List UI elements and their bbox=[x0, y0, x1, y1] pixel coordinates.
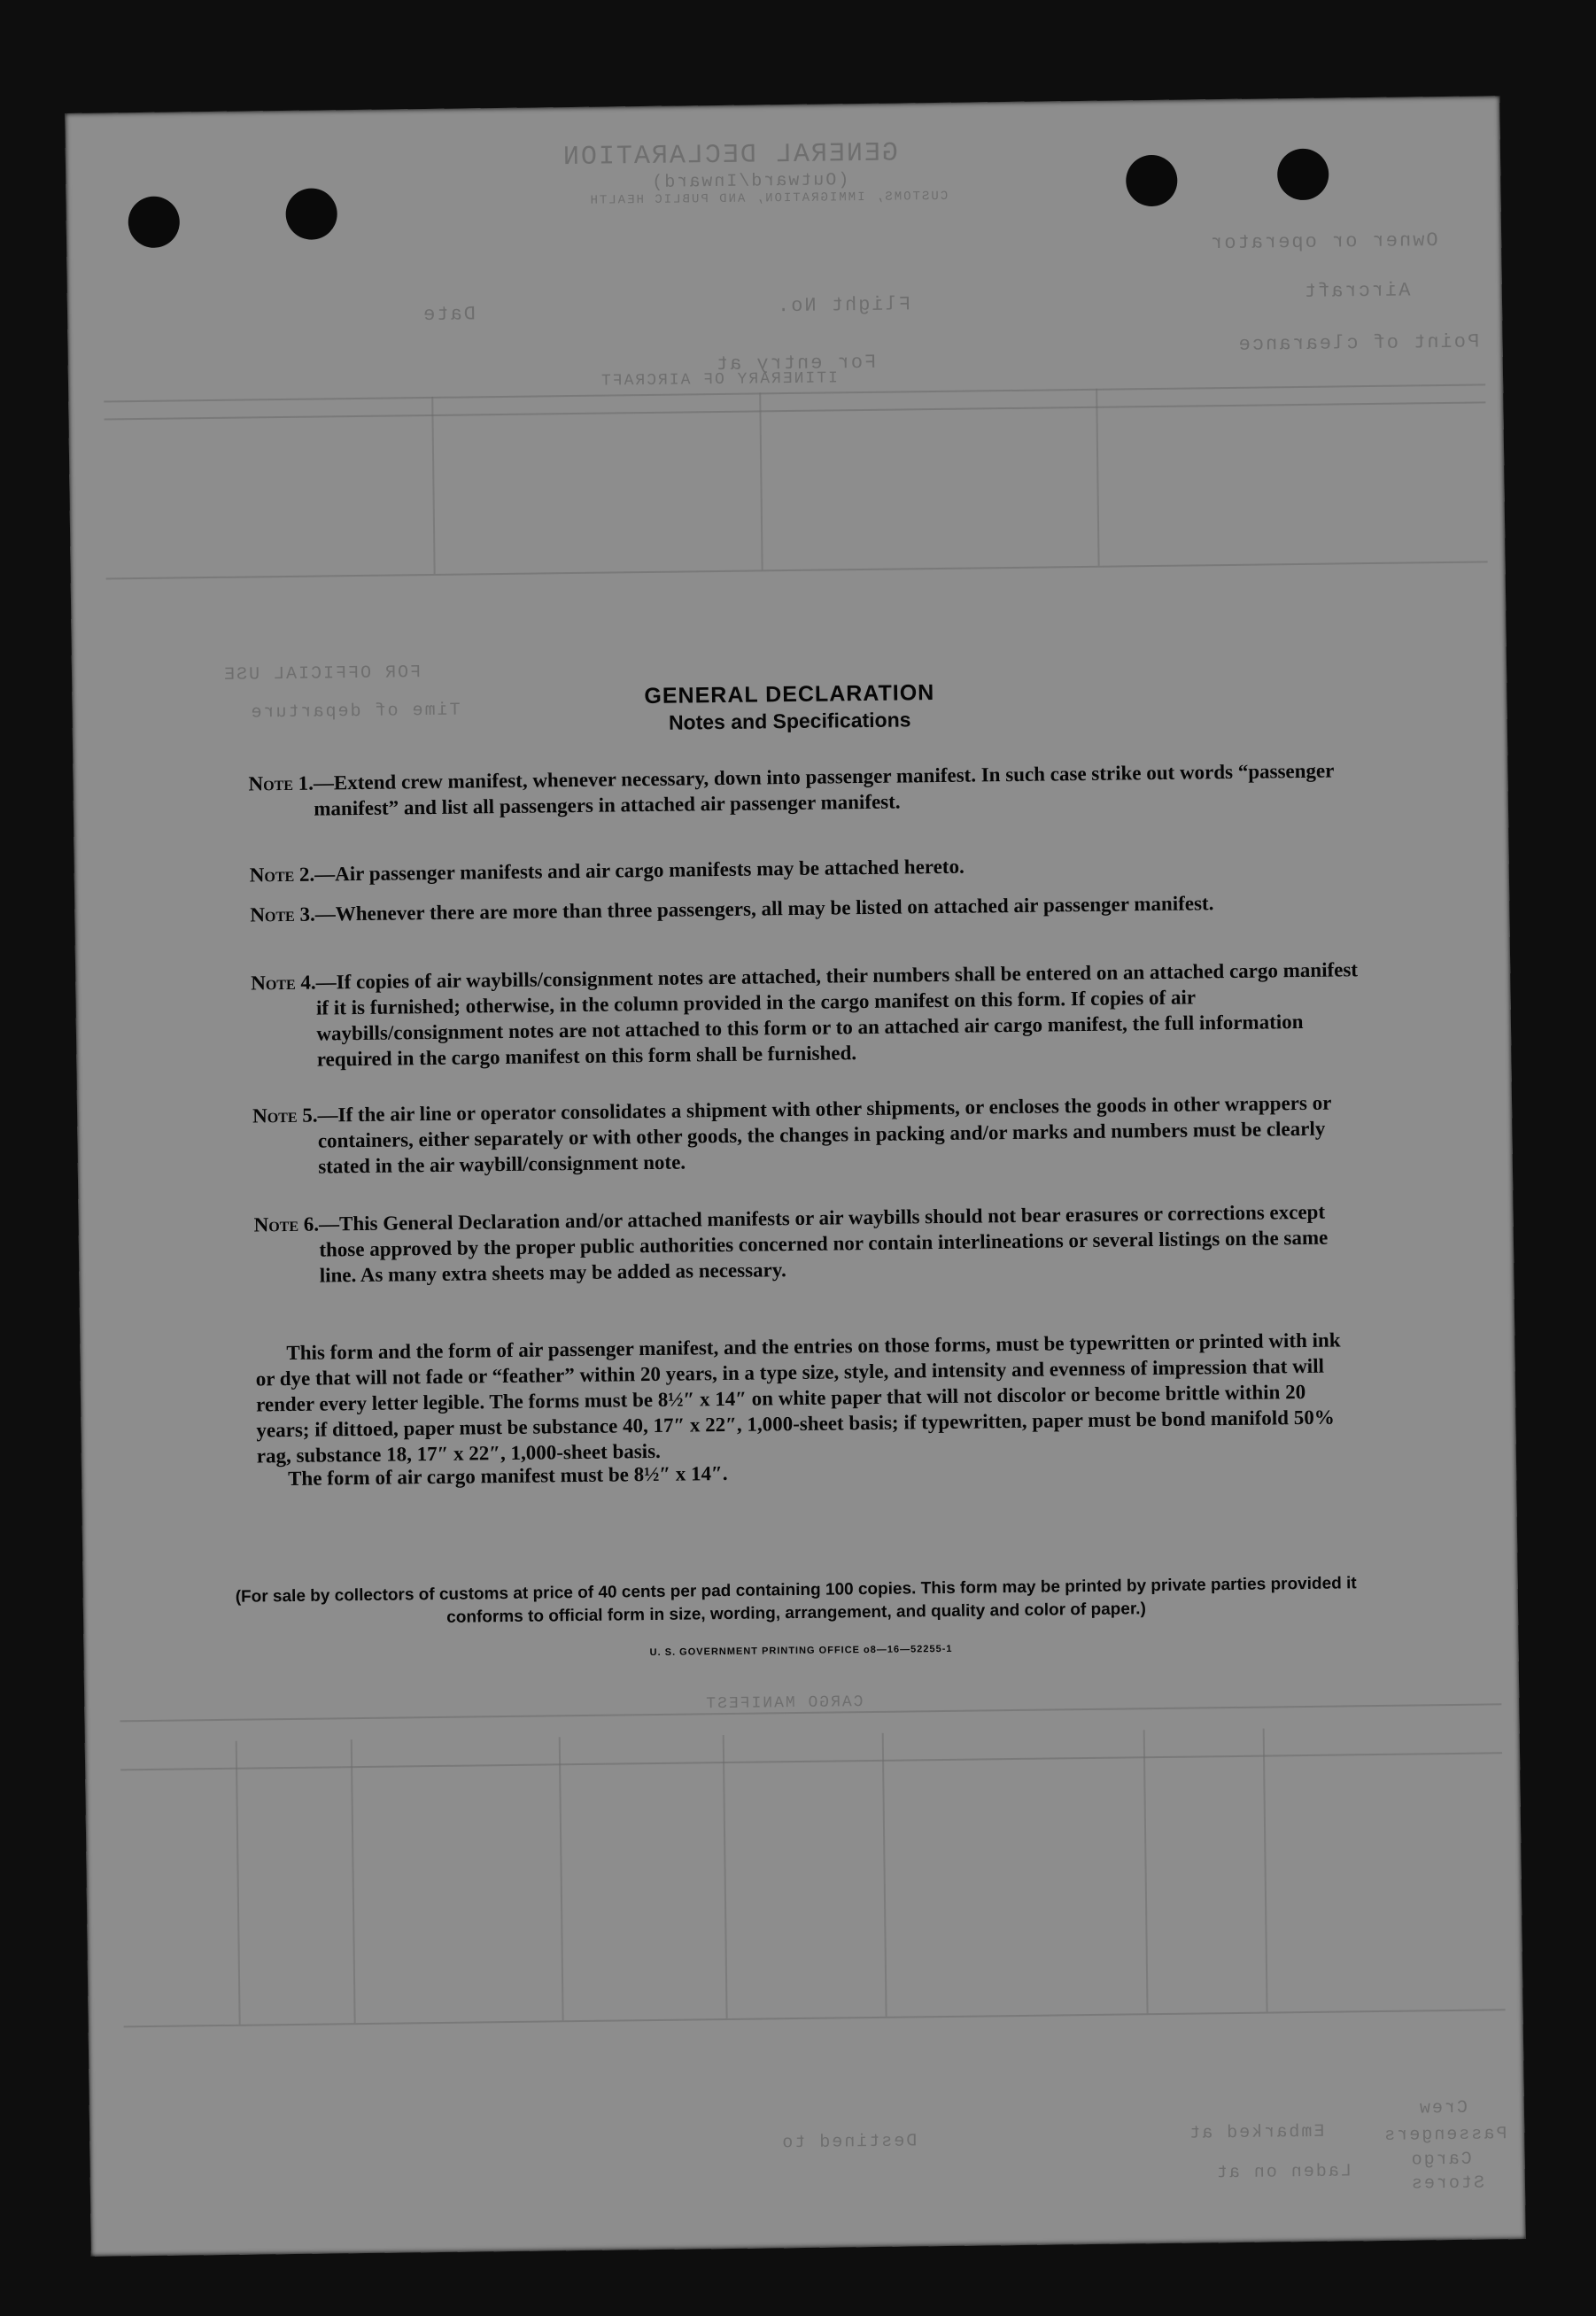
bleed-field: ITINERARY OF AIRCRAFT bbox=[599, 369, 838, 391]
note-label: Note 6. bbox=[253, 1212, 320, 1236]
bleed-field: Date bbox=[421, 303, 476, 327]
note-label: Note 5. bbox=[252, 1104, 318, 1127]
note-label: Note 3. bbox=[250, 902, 315, 926]
bleed-field: Point of clearance bbox=[1236, 330, 1480, 356]
bleed-field: Stores bbox=[1409, 2173, 1485, 2195]
note-1 bbox=[248, 757, 1356, 822]
form-specification-final-line: The form of air cargo manifest must be 8½″ x 14″. bbox=[287, 1461, 728, 1491]
bleed-field: Passengers bbox=[1383, 2124, 1507, 2146]
printer-line: U. S. GOVERNMENT PRINTING OFFICE o8—16—52255-1 bbox=[649, 1643, 953, 1659]
note-label: Note 1. bbox=[248, 771, 314, 795]
page-title: GENERAL DECLARATION bbox=[644, 680, 935, 709]
bleed-header: GENERAL DECLARATION bbox=[561, 138, 899, 174]
note-text: —Extend crew manifest, whenever necessary, down into passenger manifest. In such case strike out words “passenger manifest” and list all passengers in attached air passenger manifest. bbox=[313, 759, 1335, 820]
page-subtitle: Notes and Specifications bbox=[668, 708, 911, 734]
note-2 bbox=[250, 848, 1357, 887]
bleed-field: FOR OFFICIAL USE bbox=[221, 662, 422, 686]
bleed-field: Time of departure bbox=[249, 700, 461, 724]
bleed-field: Cargo bbox=[1409, 2149, 1472, 2171]
note-text: —If the air line or operator consolidates a shipment with other shipments, or encloses the goods in other wrappers or containers, either separately or with other goods, the changes in packing and/or marks and numbers must be clearly stated in the air waybill/consignment note. bbox=[317, 1091, 1332, 1178]
note-text: —This General Declaration and/or attached manifests or air waybills should not bear erasures or corrections except those approved by the proper public authorities concerned nor contain interlineations or several listings on the same line. As many extra sheets may be added as necessary. bbox=[318, 1200, 1329, 1287]
bleed-header-sub: (Outward/Inward) bbox=[650, 170, 849, 193]
note-label: Note 2. bbox=[249, 863, 315, 887]
bleed-field: Embarked at bbox=[1188, 2121, 1325, 2144]
bleed-header-agency: CUSTOMS, IMMIGRATION, AND PUBLIC HEALTH bbox=[588, 189, 949, 208]
bleed-field: Flight No. bbox=[775, 293, 911, 318]
note-4 bbox=[251, 957, 1359, 1073]
note-label: Note 4. bbox=[251, 971, 316, 995]
note-text: —If copies of air waybills/consignment notes are attached, their numbers shall be entered on an attached cargo manifest if it is furnished; otherwise, in the column provided in the cargo manifest on this form. If copies of air waybills/consignment notes are not attached to this form or to an attached air cargo manifest, the full information required in the cargo manifest on this form shall be furnished. bbox=[315, 958, 1359, 1071]
bleed-field: Laden on at bbox=[1214, 2161, 1352, 2184]
note-text: —Air passenger manifests and air cargo manifests may be attached hereto. bbox=[314, 855, 965, 886]
bleed-field: Destined to bbox=[780, 2131, 918, 2154]
bleed-field: Crew bbox=[1417, 2097, 1468, 2119]
note-5 bbox=[252, 1089, 1360, 1180]
note-6 bbox=[253, 1198, 1361, 1289]
bleed-field: Aircraft bbox=[1302, 279, 1411, 303]
form-specification-paragraph: This form and the form of air passenger manifest, and the entries on those forms, must be typewritten or printed with ink or dye that will not fade or “feather” within 20 years, in a type size, style, and intensity and evenness of impression that will render every letter legible. The forms must be 8½″ x 14″ on white paper that will not discolor or become brittle within 20 years; if dittoed, paper must be substance 40, 17″ x 22″, 1,000-sheet basis; if typewritten, paper must be bond manifold 50% rag, substance 18, 17″ x 22″, 1,000-sheet basis. bbox=[255, 1328, 1341, 1468]
bleed-field: Owner or operator bbox=[1209, 229, 1438, 255]
note-3 bbox=[250, 888, 1357, 927]
sale-notice: (For sale by collectors of customs at price of 40 cents per pad containing 100 copies. This form may be printed by private parties provided it conforms to official form in size, wording, arrangement, and quality and color of paper.) bbox=[235, 1574, 1357, 1627]
bleed-field: CARGO MANIFEST bbox=[704, 1693, 864, 1714]
bleed-field: For entry at bbox=[714, 351, 877, 376]
front-content bbox=[65, 96, 1525, 2257]
note-text: —Whenever there are more than three passengers, all may be listed on attached air passenger manifest. bbox=[314, 892, 1214, 926]
document-sheet bbox=[65, 96, 1525, 2257]
